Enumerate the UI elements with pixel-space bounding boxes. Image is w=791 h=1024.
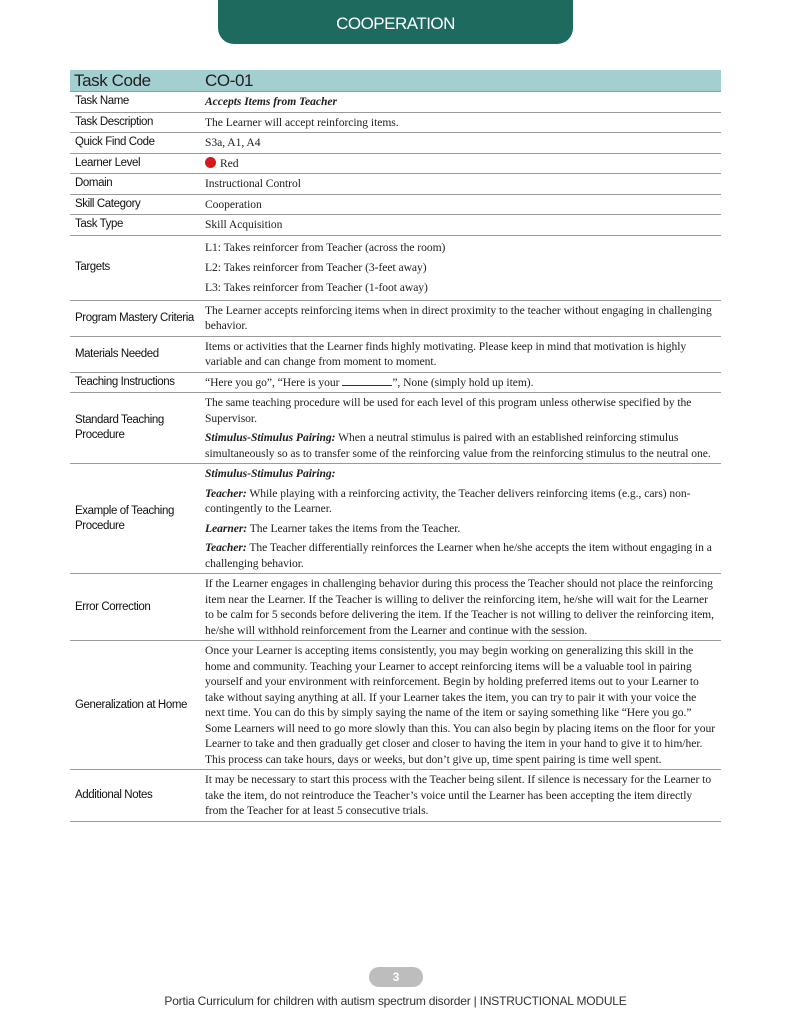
generalization-value: Once your Learner is accepting items consistently, you may begin working on generalizing this skill in the home and community. Teaching your Learner to accept reinforcing items will be a valuable tool in pairing yourself and your environment with reinforcement. Begin by holding preferred items out to your Learner to take without saying anything at all. If your Learner takes the item, you can try to pair it with your voice the next time. You can do this by simply saying the name of the item or saying something like “Here you go.” Some Learners will need to go more slowly than this. You can also begin by placing items on the floor for your Learner to take and then gradually get closer and closer to having the item in your hand to give it to him/her. This process can take hours, days or weeks, but don’t give up, time spent pairing is time well spent. [205, 641, 721, 770]
skill-category-label: Skill Category [70, 194, 205, 215]
skill-category-value: Cooperation [205, 194, 721, 215]
quick-find-value: S3a, A1, A4 [205, 133, 721, 154]
generalization-row [70, 641, 721, 770]
section-title: COOPERATION [336, 14, 455, 33]
quick-find-row [70, 133, 721, 154]
standard-procedure-paragraph: The same teaching procedure will be used for each level of this program unless otherwise specified by the Supervisor. [205, 396, 692, 425]
page-footer: Portia Curriculum for children with autism spectrum disorder | INSTRUCTIONAL MODULE [164, 994, 627, 1008]
task-table [70, 70, 721, 822]
standard-procedure-definition: When a neutral stimulus is paired with an established reinforcing stimulus simultaneously so as to transfer some of the reinforcing value from the reinforcing stimulus to the neutral one. [205, 431, 711, 460]
page-number-badge [369, 967, 423, 987]
domain-row [70, 174, 721, 195]
example-learner-term: Learner: [205, 521, 248, 535]
learner-level-value: Red [220, 156, 239, 170]
task-code-row [70, 70, 721, 92]
example-teacher-text: While playing with a reinforcing activity, the Teacher delivers reinforcing items (e.g., cars) non-contingently to the Learner. [205, 486, 691, 515]
task-name-value: Accepts Items from Teacher [205, 92, 721, 113]
additional-notes-row [70, 770, 721, 822]
fill-in-blank [342, 376, 392, 386]
target-item: L3: Takes reinforcer from Teacher (1-foot away) [205, 280, 428, 294]
materials-value: Items or activities that the Learner finds highly motivating. Please keep in mind that motivation is highly variable and can change from moment to moment. [205, 336, 721, 372]
task-code-value: CO-01 [205, 70, 721, 92]
mastery-label: Program Mastery Criteria [70, 300, 205, 336]
additional-notes-value: It may be necessary to start this process with the Teacher being silent. If silence is necessary for the Learner to take the item, do not reintroduce the Teacher’s voice until the Learner has been accepting the item directly from the Teacher for at least 5 consecutive trials. [205, 770, 721, 822]
materials-row [70, 336, 721, 372]
page-number: 3 [392, 970, 400, 984]
learner-level-label: Learner Level [70, 153, 205, 174]
error-correction-row [70, 574, 721, 641]
standard-procedure-term: Stimulus-Stimulus Pairing: [205, 431, 336, 444]
example-procedure-label: Example of Teaching Procedure [70, 464, 205, 574]
task-type-row [70, 215, 721, 236]
example-teacher-term: Teacher: [205, 486, 247, 500]
example-teacher-term: Teacher: [205, 541, 247, 554]
target-item: L2: Takes reinforcer from Teacher (3-feet away) [205, 260, 427, 274]
example-teacher-text: The Teacher differentially reinforces the Learner when he/she accepts the item without engaging in a challenging behavior. [205, 541, 712, 570]
target-item: L1: Takes reinforcer from Teacher (across the room) [205, 240, 446, 254]
additional-notes-label: Additional Notes [70, 770, 205, 822]
domain-label: Domain [70, 174, 205, 195]
instructions-before: “Here you go”, “Here is your [205, 375, 340, 389]
task-type-label: Task Type [70, 215, 205, 236]
task-name-row [70, 92, 721, 113]
red-level-dot-icon [205, 157, 216, 168]
learner-level-row [70, 153, 721, 174]
standard-procedure-row [70, 393, 721, 464]
instructions-after: ”, None (simply hold up item). [392, 375, 534, 389]
example-heading: Stimulus-Stimulus Pairing: [205, 467, 336, 480]
error-correction-value: If the Learner engages in challenging behavior during this process the Teacher should not place the reinforcing item near the Learner. If the Teacher is willing to deliver the reinforcing item, he/she will wait for the Learner to be calm for 5 seconds before delivering the item. If the Teacher is not willing to deliver the reinforcing item, he/she will withhold reinforcement from the Learner and continue with the session. [205, 574, 721, 641]
materials-label: Materials Needed [70, 336, 205, 372]
task-description-label: Task Description [70, 112, 205, 133]
task-code-label: Task Code [70, 70, 205, 92]
mastery-value: The Learner accepts reinforcing items when in direct proximity to the teacher without engaging in challenging behavior. [205, 300, 721, 336]
mastery-row [70, 300, 721, 336]
quick-find-label: Quick Find Code [70, 133, 205, 154]
instructions-row [70, 372, 721, 393]
instructions-label: Teaching Instructions [70, 372, 205, 393]
standard-procedure-label: Standard Teaching Procedure [70, 393, 205, 464]
targets-row [70, 235, 721, 300]
domain-value: Instructional Control [205, 174, 721, 195]
section-header-tab [218, 0, 573, 44]
task-description-row [70, 112, 721, 133]
example-procedure-row [70, 464, 721, 574]
task-type-value: Skill Acquisition [205, 215, 721, 236]
task-description-value: The Learner will accept reinforcing items. [205, 112, 721, 133]
example-learner-text: The Learner takes the items from the Teacher. [249, 521, 461, 535]
task-name-label: Task Name [70, 92, 205, 113]
targets-label: Targets [70, 235, 205, 300]
skill-category-row [70, 194, 721, 215]
generalization-label: Generalization at Home [70, 641, 205, 770]
error-correction-label: Error Correction [70, 574, 205, 641]
